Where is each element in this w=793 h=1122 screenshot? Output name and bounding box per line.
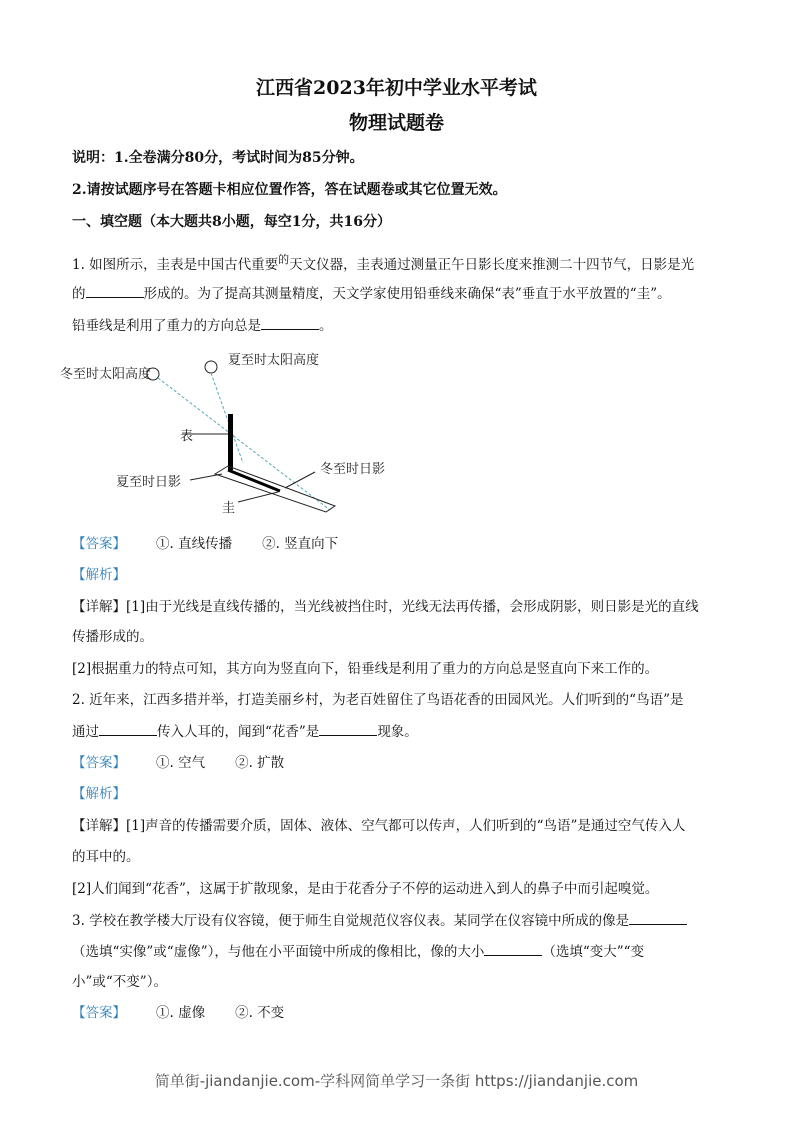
leader — [190, 474, 222, 480]
q1-text: 。 — [319, 318, 333, 334]
answer-label: 【答案】 — [72, 536, 126, 552]
q1-text: 1. 如图所示，圭表是中国古代重要 — [72, 257, 279, 273]
detail-label: 【详解】 — [72, 599, 126, 615]
q2-text: 现象。 — [377, 724, 418, 740]
q2-text: 通过 — [72, 724, 99, 740]
q1-sup: 的 — [278, 253, 290, 266]
q2-text: 传入人耳的，闻到“花香”是 — [157, 724, 320, 740]
note-1: 说明：1.全卷满分80分，考试时间为85分钟。 — [72, 150, 364, 166]
leader — [238, 492, 278, 502]
label-winter-sun: 冬至时太阳高度 — [60, 367, 152, 382]
note-2: 2.请按试题序号在答题卡相应位置作答，答在试题卷或其它位置无效。 — [72, 182, 507, 198]
document-subtitle: 物理试题卷 — [348, 112, 444, 134]
answer-2: ②. 不变 — [235, 1005, 285, 1021]
leader — [285, 472, 315, 488]
detail-text: [2]根据重力的特点可知，其方向为竖直向下，铅垂线是利用了重力的方向总是竖直向下来工作的。 — [72, 661, 659, 677]
answer-blank — [319, 722, 377, 736]
answer-2: ②. 竖直向下 — [262, 536, 339, 552]
q2-line1: 2. 近年来，江西多措并举，打造美丽乡村，为老百姓留住了鸟语花香的田园风光。人们听到的“鸟语”是 — [72, 692, 684, 708]
biao-pole — [228, 414, 233, 470]
q3-line2 — [72, 942, 722, 961]
label-summer-sun: 夏至时太阳高度 — [228, 353, 320, 368]
summer-sun-icon — [205, 361, 217, 373]
answer-label: 【答案】 — [72, 755, 126, 771]
label-winter-shadow: 冬至时日影 — [320, 462, 386, 477]
answer-2: ②. 扩散 — [235, 755, 285, 771]
winter-ray — [158, 378, 330, 510]
footer-watermark: 简单街-jiandanjie.com-学科网简单学习一条街 https://jiandanjie.com — [154, 1072, 639, 1090]
answer-blank — [99, 722, 157, 736]
q3-line1 — [72, 911, 722, 930]
q1-text: 形成的。为了提高其测量精度，天文学家使用铅垂线来确保“表”垂直于水平放置的“圭”。 — [143, 286, 671, 302]
answer-blank — [261, 316, 319, 330]
detail-text: [1]由于光线是直线传播的，当光线被挡住时，光线无法再传播，会形成阴影，则日影是光的直线 — [126, 599, 699, 615]
answer-label: 【答案】 — [72, 1005, 126, 1021]
q3-text: （选填“实像”或“虚像”），与他在小平面镜中所成的像相比，像的大小 — [72, 944, 485, 960]
answer-row-2 — [72, 754, 722, 772]
label-gui: 圭 — [222, 501, 236, 516]
answer-1: ①. 直线传播 — [156, 536, 233, 552]
answer-row-3 — [72, 1004, 722, 1022]
answer-1: ①. 虚像 — [156, 1005, 206, 1021]
label-biao: 表 — [180, 429, 194, 444]
q1-text: 天文仪器，圭表通过测量正午日影长度来推测二十四节气，日影是光 — [289, 257, 695, 273]
summer-ray — [211, 373, 243, 463]
q3-line3: 小”或“不变”）。 — [72, 974, 167, 990]
q1-line1 — [72, 251, 722, 274]
q1-text: 铅垂线是利用了重力的方向总是 — [72, 318, 261, 334]
answer-1: ①. 空气 — [156, 755, 206, 771]
q2-line2 — [72, 722, 722, 741]
document-title: 江西省2023年初中学业水平考试 — [256, 77, 537, 99]
answer-blank — [629, 911, 687, 925]
q3-text: 3. 学校在教学楼大厅设有仪容镜，便于师生自觉规范仪容仪表。某同学在仪容镜中所成的像是 — [72, 913, 630, 929]
q1-line2 — [72, 284, 722, 303]
detail-line — [72, 817, 722, 835]
answer-blank — [484, 942, 542, 956]
answer-row-1 — [72, 535, 722, 553]
section-heading: 一、填空题（本大题共8小题，每空1分，共16分） — [72, 214, 391, 230]
detail-text: [2]人们闻到“花香”，这属于扩散现象，是由于花香分子不停的运动进入到人的鼻子中而引起嗅觉。 — [72, 881, 659, 897]
gnomon-figure — [60, 350, 386, 520]
detail-line — [72, 598, 722, 616]
answer-blank — [86, 284, 144, 298]
detail-text: 传播形成的。 — [72, 629, 153, 645]
analysis-label: 【解析】 — [72, 786, 126, 802]
detail-label: 【详解】 — [72, 818, 126, 834]
q1-text: 的 — [72, 286, 86, 302]
q1-line3 — [72, 316, 722, 335]
analysis-label: 【解析】 — [72, 567, 126, 583]
detail-text: 的耳中的。 — [72, 849, 140, 865]
label-summer-shadow: 夏至时日影 — [116, 475, 182, 490]
q3-text: （选填“变大”“变 — [542, 944, 645, 960]
detail-text: [1]声音的传播需要介质，固体、液体、空气都可以传声，人们听到的“鸟语”是通过空气传入人 — [126, 818, 686, 834]
